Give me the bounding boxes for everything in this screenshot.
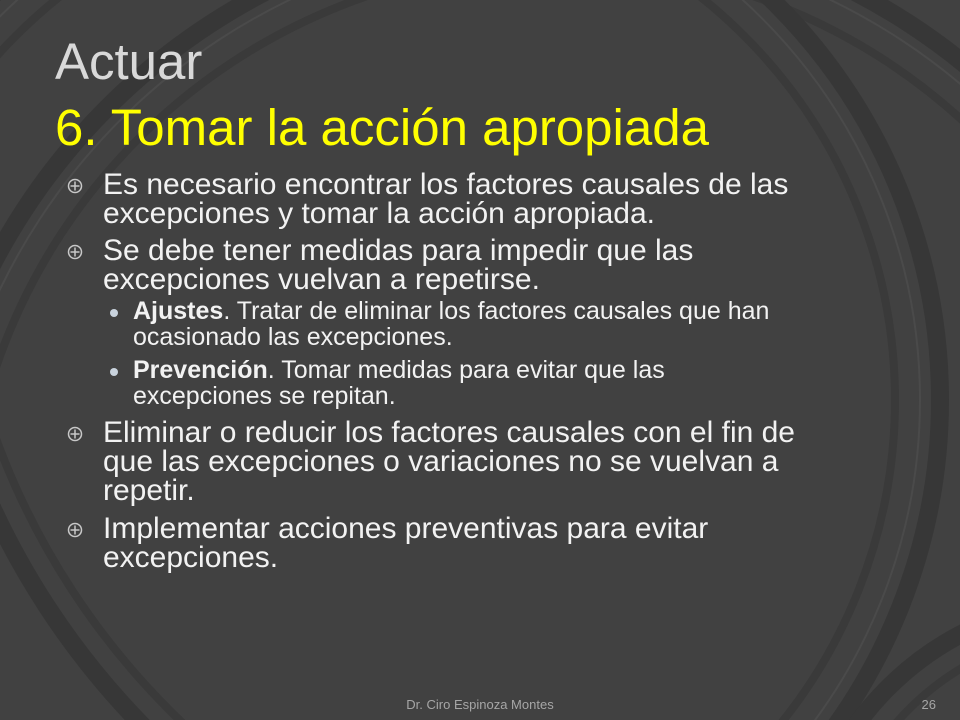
- bullet-item: [103, 418, 825, 505]
- footer-author: Dr. Ciro Espinoza Montes: [406, 697, 554, 712]
- dot-bullet-icon: [110, 368, 118, 376]
- sub-bullet-term: Ajustes: [133, 297, 224, 325]
- bullet-text: Eliminar o reducir los factores causales con el fin de que las excepciones o variaciones no se vuelvan a repetir.: [103, 416, 795, 507]
- title-line-2: 6. Tomar la acción apropiada: [55, 99, 709, 156]
- slide-title: [55, 29, 709, 161]
- bullet-text: Es necesario encontrar los factores causales de las excepciones y tomar la acción apropiada.: [103, 168, 789, 230]
- circled-plus-bullet-icon: [67, 426, 83, 442]
- bullet-item: [103, 170, 825, 228]
- bullet-text: Implementar acciones preventivas para evitar excepciones.: [103, 512, 709, 574]
- sub-bullet-text: [133, 357, 793, 409]
- sub-bullet-list: [133, 298, 793, 409]
- sub-bullet-term: Prevención: [133, 356, 268, 384]
- sub-bullet-description: . Tratar de eliminar los factores causales que han ocasionado las excepciones.: [133, 297, 770, 351]
- circled-plus-bullet-icon: [67, 522, 83, 538]
- circled-plus-bullet-icon: [67, 244, 83, 260]
- bullet-list: [103, 170, 825, 572]
- dot-bullet-icon: [110, 309, 118, 317]
- sub-bullet-item: [133, 298, 793, 350]
- bullet-text: Se debe tener medidas para impedir que las excepciones vuelvan a repetirse.: [103, 234, 694, 296]
- circled-plus-bullet-icon: [67, 178, 83, 194]
- sub-bullet-text: [133, 298, 793, 350]
- sub-bullet-item: [133, 357, 793, 409]
- bullet-item: [103, 236, 825, 409]
- title-line-1: Actuar: [55, 33, 203, 90]
- page-number: 26: [921, 697, 936, 712]
- bullet-item: [103, 514, 825, 572]
- sub-bullet-description: . Tomar medidas para evitar que las excepciones se repitan.: [133, 356, 665, 410]
